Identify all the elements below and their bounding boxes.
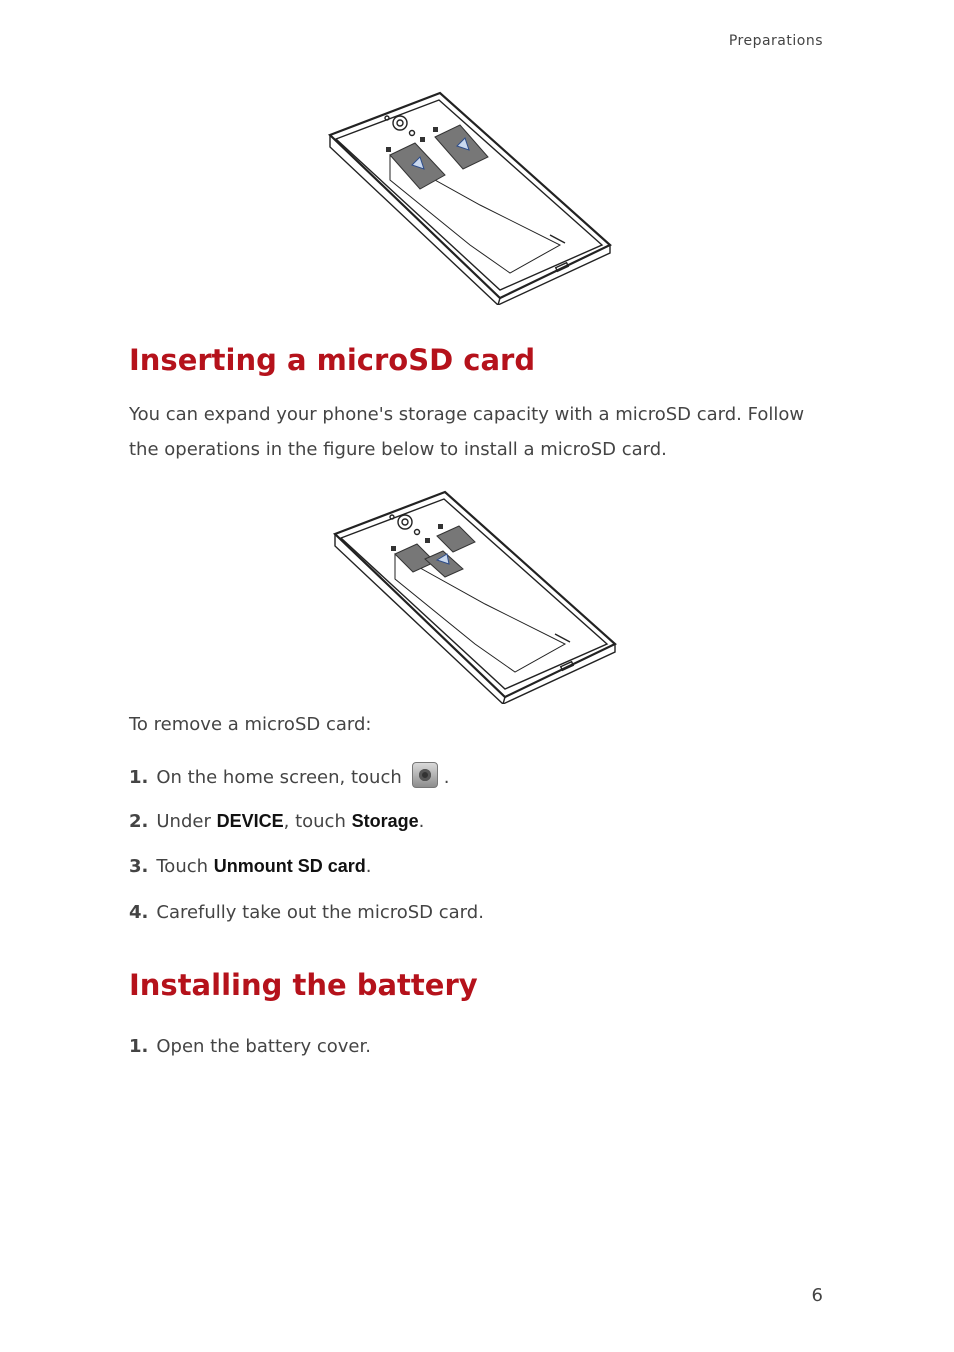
step-text: Open the battery cover. [156, 1036, 371, 1057]
step-text: Under [156, 811, 217, 832]
section-title-microsd: Inserting a microSD card [129, 343, 536, 377]
microsd-intro: You can expand your phone's storage capacity with a microSD card. Follow the operations in the figure below to install a microSD card. [129, 404, 805, 460]
device-label: DEVICE [216, 811, 284, 831]
step-text: On the home screen, touch [156, 767, 402, 788]
step-text-end: . [443, 767, 450, 788]
step-text-end: . [418, 811, 425, 832]
running-header: Preparations [728, 33, 823, 49]
step-number: 3. [129, 856, 149, 877]
storage-label: Storage [351, 811, 419, 831]
step-number: 4. [129, 902, 149, 923]
remove-step-1 [129, 765, 449, 791]
step-number: 1. [129, 1036, 149, 1057]
remove-step-2 [129, 811, 424, 832]
remove-intro: To remove a microSD card: [129, 714, 372, 735]
remove-step-3 [129, 856, 372, 877]
remove-step-4 [129, 902, 484, 923]
microsd-insertion-figure [325, 484, 625, 704]
unmount-label: Unmount SD card [213, 856, 366, 876]
step-text: Touch [156, 856, 214, 877]
battery-step-1 [129, 1036, 371, 1057]
page-number: 6 [811, 1285, 823, 1306]
section-title-battery: Installing the battery [129, 968, 478, 1002]
step-number: 1. [129, 767, 149, 788]
sim-insertion-figure [320, 85, 620, 305]
step-text: Carefully take out the microSD card. [156, 902, 484, 923]
step-text-end: . [365, 856, 372, 877]
settings-icon [412, 762, 438, 788]
step-text-mid: , touch [283, 811, 352, 832]
step-number: 2. [129, 811, 149, 832]
